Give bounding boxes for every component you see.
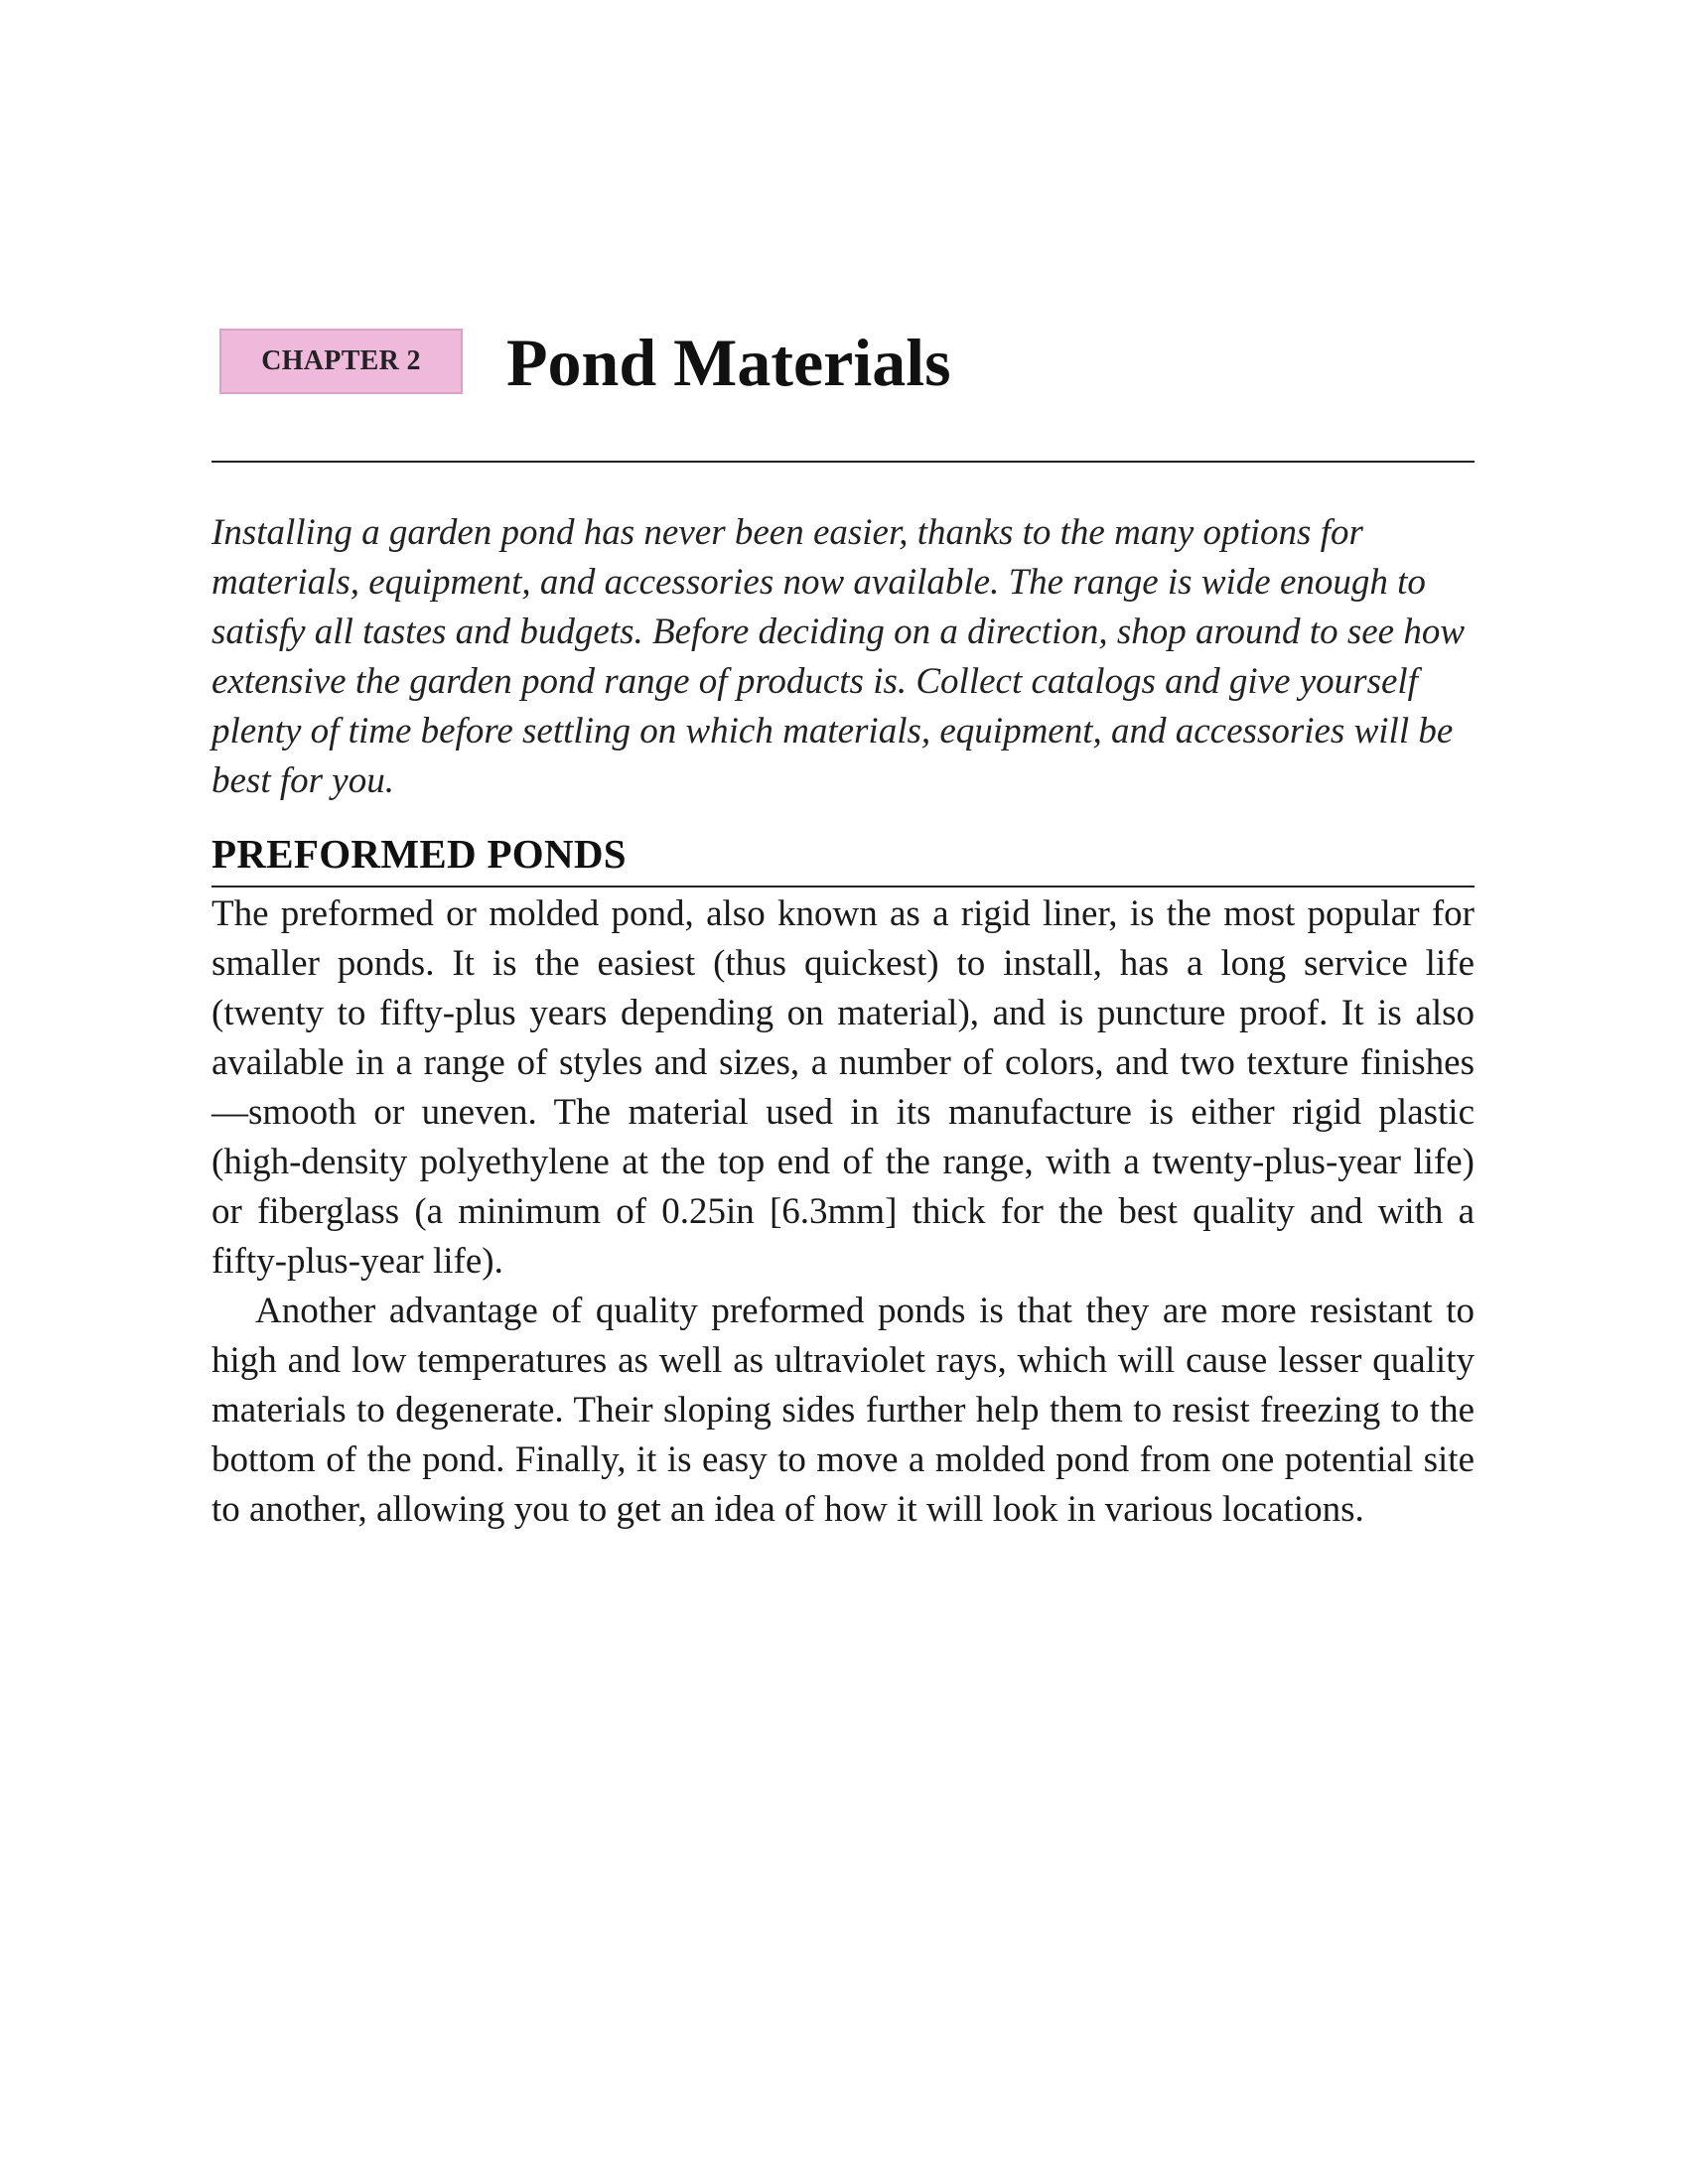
- chapter-title: Pond Materials: [506, 325, 951, 400]
- book-page: [211, 0, 1475, 2184]
- section-body: [211, 889, 1475, 1535]
- body-paragraph: The preformed or molded pond, also known as a rigid liner, is the most popular for smaller ponds. It is the easiest (thus quickest) to install, has a long service life (twenty to fifty-plus years depending on material), and is puncture proof. It is also available in a range of styles and sizes, a number of colors, and two texture finishes—smooth or uneven. The material used in its manufacture is either rigid plastic (high-density polyethylene at the top end of the range, with a twenty-plus-year life) or fiberglass (a minimum of 0.25in [6.3mm] thick for the best quality and with a fifty-plus-year life).: [211, 893, 1475, 1282]
- title-divider: [211, 461, 1475, 463]
- body-paragraph: Another advantage of quality preformed ponds is that they are more resistant to high and low temperatures as well as ultraviolet rays, which will cause lesser quality materials to degenerate. Their sloping sides further help them to resist freezing to the bottom of the pond. Finally, it is easy to move a molded pond from one potential site to another, allowing you to get an idea of how it will look in various locations.: [211, 1291, 1475, 1530]
- chapter-label-badge: CHAPTER 2: [219, 329, 463, 394]
- chapter-header: [211, 318, 1475, 407]
- chapter-intro: Installing a garden pond has never been easier, thanks to the many options for materials, equipment, and accessories now available. The range is wide enough to satisfy all tastes and budgets. Before deciding on a direction, shop around to see how extensive the garden pond range of products is. Collect catalogs and give yourself plenty of time before settling on which materials, equipment, and accessories will be best for you.: [211, 512, 1465, 801]
- section-divider: [211, 886, 1475, 887]
- section-heading: PREFORMED PONDS: [211, 831, 627, 877]
